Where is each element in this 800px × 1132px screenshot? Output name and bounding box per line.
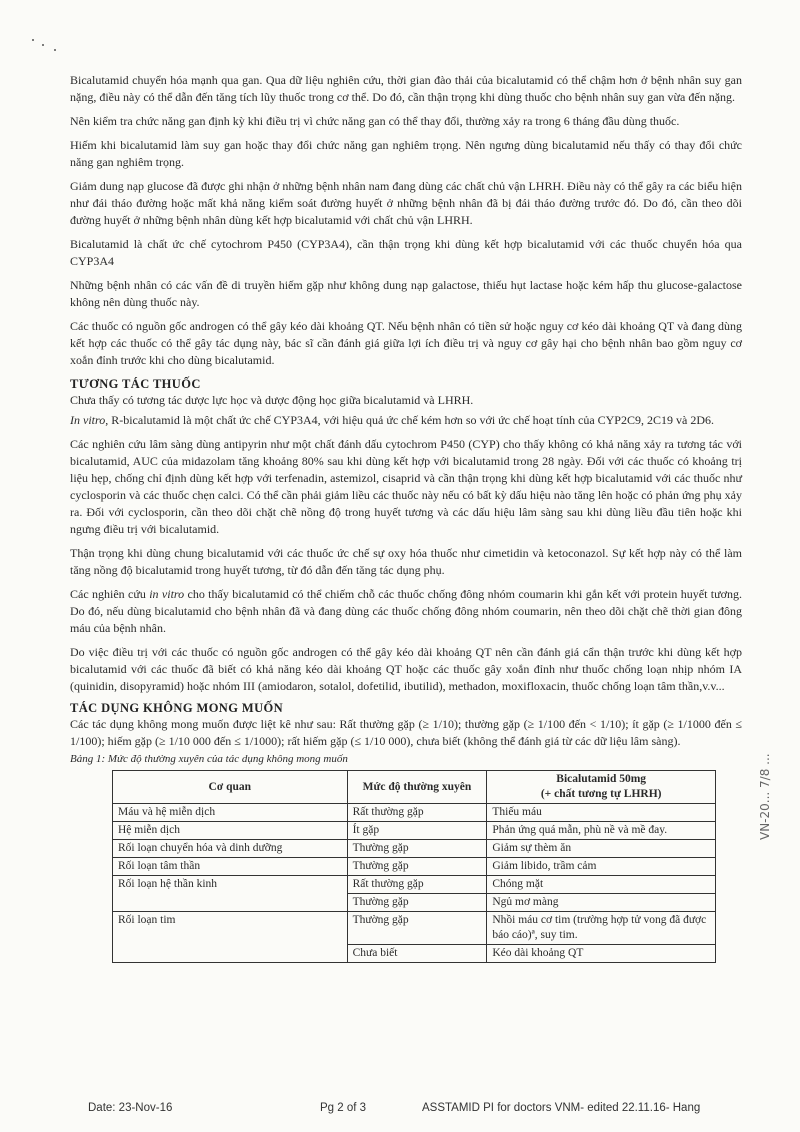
footer-date: Date: 23-Nov-16	[88, 1102, 173, 1114]
cell-frequency: Thường gặp	[347, 894, 487, 912]
cell-organ: Máu và hệ miễn dịch	[113, 804, 348, 822]
paragraph-liver-failure: Hiếm khi bicalutamid làm suy gan hoặc thay đổi chức năng gan nghiêm trọng. Nên ngưng dùng bicalutamid nếu thấy có thay đổi chức năng gan nghiêm trọng.	[70, 138, 742, 169]
in-vitro-term-2: in vitro	[149, 587, 185, 601]
paragraph-glucose: Giảm dung nạp glucose đã được ghi nhận ở những bệnh nhân nam đang dùng các chất chủ vận LHRH. Điều này có thể gây ra các biểu hiện như đái tháo đường hoặc mất khả năng kiểm soát đường huyết ở những bệnh nhân đã bị đái tháo đường trước đó. Do đó, cần theo dõi đường huyết ở những bệnh nhân dùng kết hợp bicalutamid với chất chủ vận LHRH.	[70, 179, 742, 227]
cell-effect: Ngủ mơ màng	[487, 894, 716, 912]
footer-page-number: Pg 2 of 3	[320, 1102, 367, 1114]
scan-specks	[30, 35, 60, 55]
paragraph-antipyrin: Các nghiên cứu lâm sàng dùng antipyrin như một chất đánh dấu cytochrom P450 (CYP) cho thấy không có khả năng xảy ra tương tác với bicalutamid, AUC của midazolam tăng khoảng 80% sau khi dùng kết hợp với bicalutamid trong 28 ngày. Đối với các thuốc có khoảng trị liệu hẹp, chống chỉ định dùng kết hợp với terfenadin, astemizol, cisaprid và cần thận trọng khi dùng kết hợp bicalutamid với các thuốc như cyclosporin và các thuốc chẹn calci. Có thể cần phải giảm liều các thuốc này nếu có bất kỳ dấu hiệu nào tăng lên hoặc có phản ứng phụ xảy ra. Đối với cyclosporin, cần theo dõi chặt chẽ nồng độ trong huyết tương và các dấu hiệu lâm sàng sau khi dùng liều đầu tiên hoặc khi ngưng điều trị với bicalutamid.	[70, 437, 742, 536]
table-row	[113, 912, 716, 945]
cell-frequency: Chưa biết	[347, 945, 487, 963]
cell-organ: Rối loạn hệ thần kinh	[113, 876, 348, 912]
paragraph-liver-check: Nên kiểm tra chức năng gan định kỳ khi điều trị vì chức năng gan có thể thay đổi, thường xảy ra trong 6 tháng đầu dùng thuốc.	[70, 114, 680, 128]
in-vitro-term: In vitro	[70, 413, 106, 427]
cell-effect: Nhồi máu cơ tim (trường hợp tử vong đã được báo cáo)ª, suy tim.	[487, 912, 716, 945]
cell-effect: Giảm sự thèm ăn	[487, 840, 716, 858]
table-header-row	[113, 771, 716, 804]
cell-organ: Rối loạn chuyển hóa và dinh dưỡng	[113, 840, 348, 858]
table-row	[113, 840, 716, 858]
header-bicalutamid-line2: (+ chất tương tự LHRH)	[540, 788, 662, 800]
paragraph-liver-metabolism: Bicalutamid chuyển hóa mạnh qua gan. Qua dữ liệu nghiên cứu, thời gian đào thải của bicalutamid có thể chậm hơn ở bệnh nhân suy gan nặng, điều này có thể dẫn đến tăng tích lũy thuốc trong cơ thể. Do đó, cần thận trọng khi dùng thuốc cho bệnh nhân suy gan vừa đến nặng.	[70, 73, 742, 104]
cell-organ: Hệ miễn dịch	[113, 822, 348, 840]
section-heading-adverse: TÁC DỤNG KHÔNG MONG MUỐN	[70, 701, 284, 715]
adverse-effects-table	[112, 770, 716, 963]
table-row	[113, 804, 716, 822]
paragraph-cyp3a4: Bicalutamid là chất ức chế cytochrom P450 (CYP3A4), cần thận trọng khi dùng kết hợp bicalutamid với các thuốc chuyển hóa qua CYP3A4	[70, 237, 742, 268]
margin-handwritten-note: VN-20... 7/8 ...	[758, 753, 772, 840]
cell-effect: Chóng mặt	[487, 876, 716, 894]
cell-effect: Phản ứng quá mẫn, phù nề và mề đay.	[487, 822, 716, 840]
cell-frequency: Thường gặp	[347, 912, 487, 945]
paragraph-in-vitro	[70, 412, 742, 429]
paragraph-no-interaction: Chưa thấy có tương tác dược lực học và dược động học giữa bicalutamid và LHRH.	[70, 393, 474, 407]
header-organ: Cơ quan	[113, 771, 348, 804]
cell-frequency: Thường gặp	[347, 840, 487, 858]
coumarin-text-a: Các nghiên cứu	[70, 587, 150, 601]
cell-effect: Kéo dài khoảng QT	[487, 945, 716, 963]
document-page	[70, 72, 742, 963]
cell-frequency: Rất thường gặp	[347, 876, 487, 894]
paragraph-galactose: Những bệnh nhân có các vấn đề di truyền hiếm gặp như không dung nạp galactose, thiếu hụt lactase hoặc kém hấp thu glucose-galactose không nên dùng thuốc này.	[70, 278, 742, 309]
paragraph-oxidation-inhibitors: Thận trọng khi dùng chung bicalutamid với các thuốc ức chế sự oxy hóa thuốc như cimetidin và ketoconazol. Sự kết hợp này có thể làm tăng nồng độ bicalutamid trong huyết tương, từ đó dẫn đến tăng tác dụng phụ.	[70, 546, 742, 577]
table-caption: Bảng 1: Mức độ thường xuyên của tác dụng không mong muốn	[70, 753, 348, 765]
table-row	[113, 822, 716, 840]
table-row	[113, 876, 716, 894]
cell-frequency: Ít gặp	[347, 822, 487, 840]
in-vitro-text: , R-bicalutamid là một chất ức chế CYP3A4, với hiệu quả ức chế kém hơn so với ức chế hoạt tính của CYP2C9, 2C19 và 2D6.	[105, 413, 714, 427]
header-bicalutamid	[487, 771, 716, 804]
cell-organ: Rối loạn tim	[113, 912, 348, 963]
header-frequency: Mức độ thường xuyên	[347, 771, 487, 804]
paragraph-frequency: Các tác dụng không mong muốn được liệt kê như sau: Rất thường gặp (≥ 1/10); thường gặp (≥ 1/100 đến < 1/10); ít gặp (≥ 1/1000 đến ≤ 1/100); hiếm gặp (≥ 1/10 000 đến ≤ 1/1000); rất hiếm gặp (≤ 1/10 000), chưa biết (không thể đánh giá từ các dữ liệu lâm sàng).	[70, 717, 742, 748]
cell-effect: Thiếu máu	[487, 804, 716, 822]
paragraph-qt: Các thuốc có nguồn gốc androgen có thể gây kéo dài khoảng QT. Nếu bệnh nhân có tiền sử hoặc nguy cơ kéo dài khoảng QT và đang dùng kết hợp các thuốc có thể gây tác dụng này, bác sĩ cần đánh giá giữa lợi ích điều trị và nguy cơ gây hại cho bệnh nhân bao gồm nguy cơ xoắn đỉnh trước khi cho dùng bicalutamid.	[70, 319, 742, 367]
coumarin-text-b: cho thấy bicalutamid có thể chiếm chỗ các thuốc chống đông nhóm coumarin khi gắn kết với protein huyết tương. Do đó, nếu dùng bicalutamid cho bệnh nhân đã và đang dùng các thuốc chống đông nhóm coumarin, nên theo dõi chặt chẽ thời gian đông máu của bệnh nhân.	[70, 587, 742, 635]
cell-effect: Giảm libido, trầm cảm	[487, 858, 716, 876]
paragraph-qt-drugs: Do việc điều trị với các thuốc có nguồn gốc androgen có thể gây kéo dài khoảng QT nên cần đánh giá cẩn thận trước khi dùng kết hợp bicalutamid với các thuốc đã biết có khả năng kéo dài khoảng QT hoặc các thuốc gây xoắn đỉnh như thuốc chống loạn nhịp nhóm IA (quinidin, disopyramid) hoặc nhóm III (amiodaron, sotalol, dofetilid, ibutilid), methadon, moxifloxacin, thuốc chống loạn tâm thần,v.v...	[70, 645, 742, 693]
paragraph-coumarin	[70, 586, 742, 637]
table-row	[113, 858, 716, 876]
cell-organ: Rối loạn tâm thần	[113, 858, 348, 876]
section-heading-interactions: TƯƠNG TÁC THUỐC	[70, 377, 201, 391]
cell-frequency: Thường gặp	[347, 858, 487, 876]
header-bicalutamid-line1: Bicalutamid 50mg	[556, 773, 647, 785]
cell-frequency: Rất thường gặp	[347, 804, 487, 822]
footer-document-id: ASSTAMID PI for doctors VNM- edited 22.11.16- Hang	[422, 1102, 701, 1114]
